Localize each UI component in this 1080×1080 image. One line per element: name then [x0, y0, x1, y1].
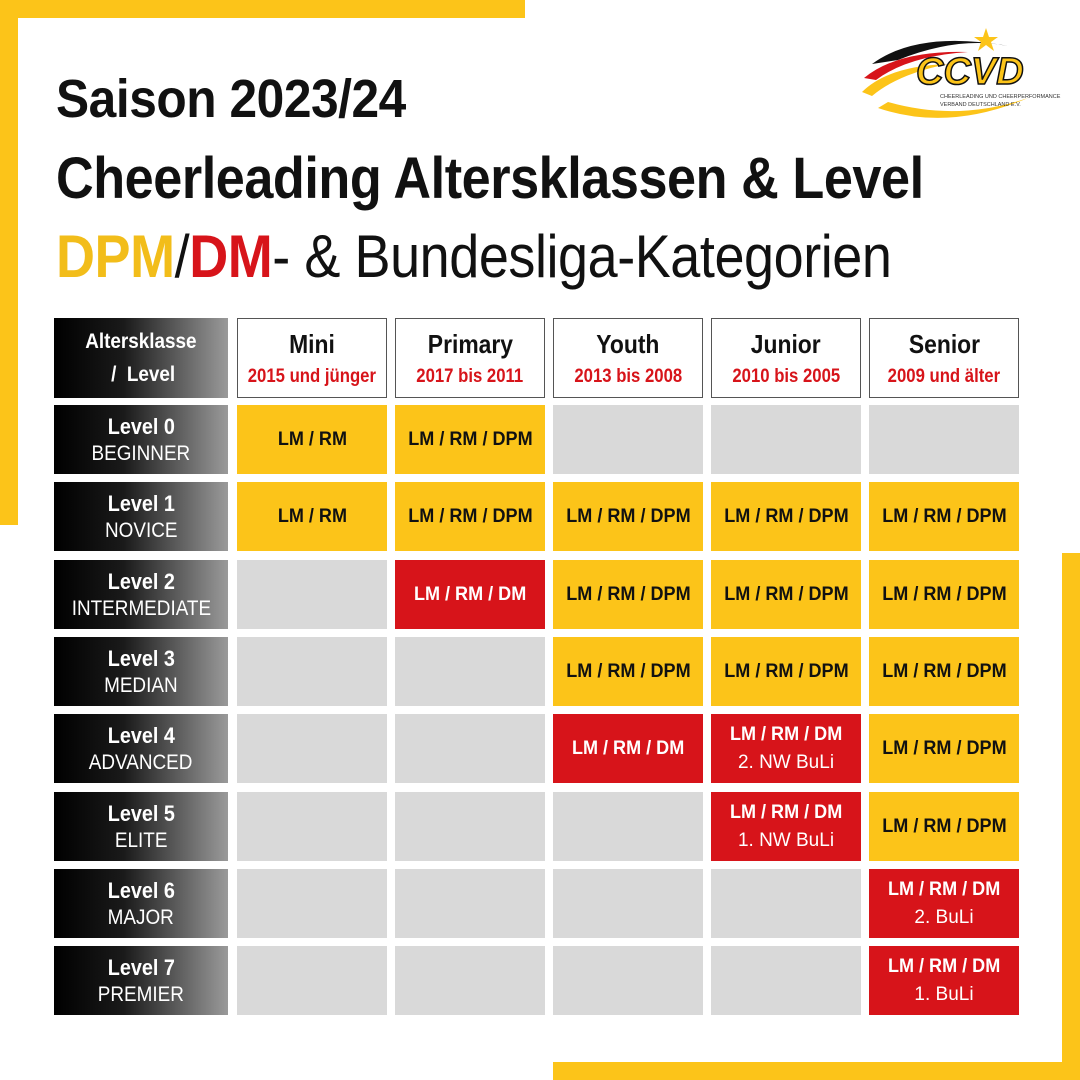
column-header-junior [711, 318, 861, 398]
frame-top-bar [0, 0, 525, 18]
row-header-level-7 [54, 946, 228, 1015]
table-cell-grey [395, 714, 545, 783]
cell-category: LM / RM / DPM [881, 815, 1007, 837]
row-level-name: NOVICE [104, 518, 178, 542]
table-cell-grey [869, 405, 1019, 474]
column-name: Primary [427, 328, 513, 359]
table-cell-grey [553, 792, 703, 861]
title-dm: DM [189, 223, 273, 290]
row-level-name: INTERMEDIATE [71, 596, 211, 620]
cell-category: LM / RM / DPM [881, 660, 1007, 682]
cell-category: LM / RM [277, 505, 347, 527]
frame-right-bar [1062, 553, 1080, 1080]
title-slash: / [174, 223, 190, 290]
corner-label-altersklasse: Altersklasse [85, 330, 197, 353]
cell-category: LM / RM / DPM [565, 505, 691, 527]
table-cell-yellow [869, 637, 1019, 706]
cell-category: LM / RM / DM [887, 878, 1001, 900]
table-cell-grey [237, 792, 387, 861]
frame-bottom-bar [553, 1062, 1080, 1080]
table-cell-yellow [711, 560, 861, 629]
table-cell-grey [553, 946, 703, 1015]
column-years: 2009 und älter [887, 365, 1001, 387]
table-cell-red [553, 714, 703, 783]
row-level: Level 4 [107, 722, 175, 748]
logo-tagline-1: CHEERLEADING UND CHEERPERFORMANCE [940, 94, 1061, 100]
title-categories [56, 222, 891, 291]
table-cell-grey [237, 946, 387, 1015]
column-years: 2015 und jünger [247, 365, 377, 387]
table-cell-red [869, 946, 1019, 1015]
row-header-level-3 [54, 637, 228, 706]
row-header-level-6 [54, 869, 228, 938]
table-cell-grey [395, 946, 545, 1015]
table-cell-red [395, 560, 545, 629]
logo-text: CCVD [916, 51, 1024, 93]
column-header-youth [553, 318, 703, 398]
cell-league-note: 1. BuLi [914, 983, 974, 1005]
row-level: Level 5 [107, 800, 175, 826]
cell-category: LM / RM / DPM [881, 505, 1007, 527]
title-rest: - & Bundesliga-Kategorien [272, 223, 892, 290]
title-main: Cheerleading Altersklassen & Level [56, 146, 924, 211]
cell-category: LM / RM [277, 428, 347, 450]
cell-league-note: 1. NW BuLi [737, 829, 835, 851]
table-cell-grey [711, 405, 861, 474]
column-years: 2010 bis 2005 [732, 365, 840, 387]
cell-category: LM / RM / DPM [881, 737, 1007, 759]
row-header-level-5 [54, 792, 228, 861]
column-name: Senior [908, 328, 980, 359]
table-cell-grey [395, 637, 545, 706]
table-cell-yellow [553, 482, 703, 551]
row-level-name: PREMIER [97, 982, 185, 1006]
logo-tagline-2: VERBAND DEUTSCHLAND E.V. [940, 102, 1021, 108]
cell-league-note: 2. NW BuLi [737, 751, 835, 773]
table-cell-grey [395, 792, 545, 861]
cell-category: LM / RM / DPM [723, 583, 849, 605]
cell-category: LM / RM / DPM [407, 505, 533, 527]
cell-category: LM / RM / DPM [565, 583, 691, 605]
column-name: Junior [751, 328, 821, 359]
cell-category: LM / RM / DPM [407, 428, 533, 450]
row-level-name: MEDIAN [104, 673, 178, 697]
title-dpm: DPM [56, 223, 175, 290]
column-header-primary [395, 318, 545, 398]
cell-category: LM / RM / DM [887, 955, 1001, 977]
row-level: Level 6 [107, 877, 175, 903]
table-cell-yellow [237, 405, 387, 474]
table-cell-red [869, 869, 1019, 938]
row-level-name: ADVANCED [89, 750, 193, 774]
table-cell-yellow [869, 560, 1019, 629]
row-level-name: MAJOR [107, 905, 175, 929]
table-cell-grey [237, 714, 387, 783]
table-cell-yellow [711, 637, 861, 706]
column-header-mini [237, 318, 387, 398]
cell-category: LM / RM / DPM [565, 660, 691, 682]
row-header-level-1 [54, 482, 228, 551]
cell-category: LM / RM / DM [571, 737, 685, 759]
table-cell-grey [711, 869, 861, 938]
cell-category: LM / RM / DM [413, 583, 527, 605]
frame-left-bar [0, 0, 18, 525]
row-level: Level 2 [107, 568, 175, 594]
table-cell-yellow [553, 637, 703, 706]
table-cell-yellow [869, 482, 1019, 551]
table-cell-yellow [237, 482, 387, 551]
row-level: Level 7 [107, 954, 175, 980]
title-season: Saison 2023/24 [56, 69, 406, 129]
cell-category: LM / RM / DM [729, 723, 843, 745]
ccvd-logo [858, 22, 1061, 122]
table-cell-grey [237, 560, 387, 629]
table-cell-yellow [395, 482, 545, 551]
table-cell-red [711, 714, 861, 783]
row-level: Level 0 [107, 413, 175, 439]
table-cell-grey [711, 946, 861, 1015]
column-years: 2017 bis 2011 [416, 365, 524, 387]
column-header-senior [869, 318, 1019, 398]
table-cell-grey [395, 869, 545, 938]
row-header-level-4 [54, 714, 228, 783]
row-level-name: BEGINNER [91, 441, 191, 465]
table-cell-yellow [711, 482, 861, 551]
table-cell-red [711, 792, 861, 861]
cell-category: LM / RM / DM [729, 801, 843, 823]
cell-category: LM / RM / DPM [723, 660, 849, 682]
table-corner-header [54, 318, 228, 398]
table-cell-yellow [553, 560, 703, 629]
row-level-name: ELITE [114, 828, 168, 852]
row-level: Level 3 [107, 645, 175, 671]
row-header-level-2 [54, 560, 228, 629]
table-cell-yellow [395, 405, 545, 474]
row-header-level-0 [54, 405, 228, 474]
cell-category: LM / RM / DPM [723, 505, 849, 527]
table-cell-yellow [869, 714, 1019, 783]
cell-category: LM / RM / DPM [881, 583, 1007, 605]
column-name: Mini [289, 328, 335, 359]
table-cell-grey [237, 637, 387, 706]
row-level: Level 1 [107, 490, 175, 516]
table-cell-grey [553, 869, 703, 938]
column-name: Youth [596, 328, 660, 359]
cell-league-note: 2. BuLi [914, 906, 974, 928]
table-cell-grey [237, 869, 387, 938]
table-cell-grey [553, 405, 703, 474]
table-cell-yellow [869, 792, 1019, 861]
column-years: 2013 bis 2008 [574, 365, 682, 387]
corner-label-level: / Level [106, 363, 176, 386]
